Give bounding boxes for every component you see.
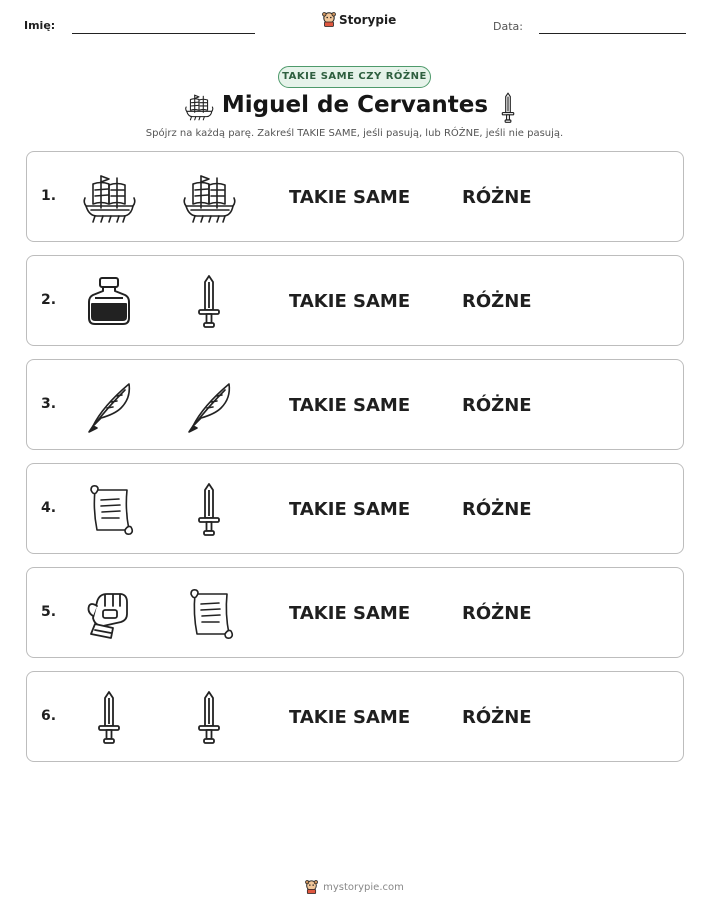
date-field[interactable] [539, 33, 686, 34]
question-number: 5. [41, 604, 57, 620]
storypie-mascot-icon [305, 880, 318, 894]
question-row [26, 463, 684, 554]
name-field[interactable] [72, 33, 255, 34]
option-different[interactable]: RÓŻNE [462, 395, 532, 416]
ship-icon [181, 170, 237, 226]
instructions: Spójrz na każdą parę. Zakreśl TAKIE SAME, jeśli pasują, lub RÓŻNE, jeśli nie pasują. [145, 128, 564, 139]
sword-icon [181, 482, 237, 538]
question-row [26, 255, 684, 346]
ship-icon [81, 170, 137, 226]
footer-url[interactable]: mystorypie.com [323, 881, 404, 893]
quill-icon [81, 378, 137, 434]
option-same[interactable]: TAKIE SAME [289, 395, 411, 416]
question-number: 4. [41, 500, 57, 516]
option-same[interactable]: TAKIE SAME [289, 707, 411, 728]
quill-icon [181, 378, 237, 434]
option-same[interactable]: TAKIE SAME [289, 187, 411, 208]
sword-icon [81, 690, 137, 746]
question-row [26, 567, 684, 658]
question-number: 6. [41, 708, 57, 724]
question-number: 3. [41, 396, 57, 412]
scroll-icon [81, 482, 137, 538]
brand-logo [322, 12, 396, 27]
storypie-mascot-icon [322, 12, 336, 27]
scroll-icon [181, 586, 237, 642]
name-label: Imię: [24, 19, 56, 32]
question-row [26, 151, 684, 242]
question-number: 2. [41, 292, 57, 308]
sword-icon [181, 274, 237, 330]
question-row [26, 671, 684, 762]
footer [0, 880, 709, 894]
brand-name: Storypie [339, 12, 397, 27]
option-different[interactable]: RÓŻNE [462, 291, 532, 312]
option-different[interactable]: RÓŻNE [462, 707, 532, 728]
option-different[interactable]: RÓŻNE [462, 499, 532, 520]
worksheet-type-badge: TAKIE SAME CZY RÓŻNE [278, 66, 431, 88]
sword-icon [499, 92, 517, 124]
option-different[interactable]: RÓŻNE [462, 603, 532, 624]
option-same[interactable]: TAKIE SAME [289, 291, 411, 312]
question-row [26, 359, 684, 450]
date-label: Data: [493, 20, 523, 33]
page-title: Miguel de Cervantes [221, 92, 489, 118]
option-same[interactable]: TAKIE SAME [289, 499, 411, 520]
title-row [0, 90, 709, 126]
gauntlet-icon [81, 586, 137, 642]
inkwell-icon [81, 274, 137, 330]
option-different[interactable]: RÓŻNE [462, 187, 532, 208]
option-same[interactable]: TAKIE SAME [289, 603, 411, 624]
sword-icon [181, 690, 237, 746]
question-number: 1. [41, 188, 57, 204]
